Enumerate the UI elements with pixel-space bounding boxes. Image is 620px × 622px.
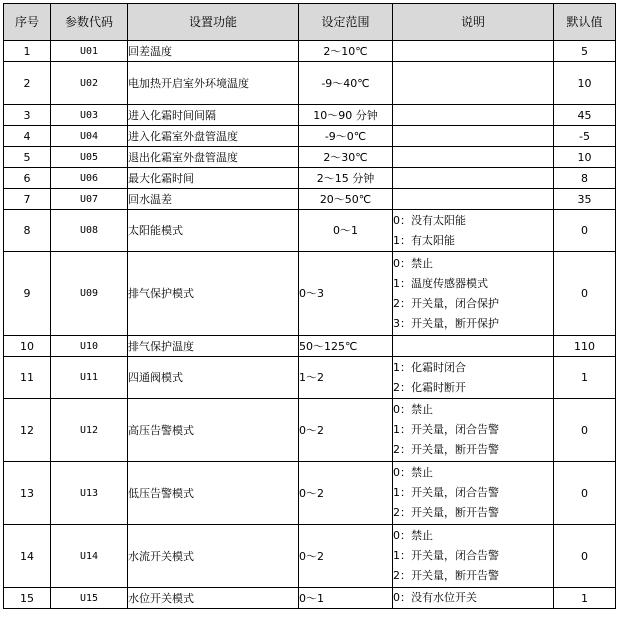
setting-function: 低压告警模式 (128, 462, 299, 525)
description-line: 3：开关量，断开保护 (393, 316, 499, 330)
param-code: U06 (51, 168, 128, 189)
param-code: U12 (51, 399, 128, 462)
row-number: 13 (4, 462, 51, 525)
description-line: 0：没有水位开关 (393, 591, 477, 604)
setting-range: 0～2 (299, 462, 393, 525)
setting-function: 高压告警模式 (128, 399, 299, 462)
setting-range: 0～1 (299, 210, 393, 252)
default-value: 0 (554, 252, 616, 336)
setting-function: 四通阀模式 (128, 357, 299, 399)
default-value: 8 (554, 168, 616, 189)
description-cell (393, 62, 554, 105)
setting-range: 0～1 (299, 588, 393, 609)
description-cell (393, 168, 554, 189)
setting-function: 退出化霜室外盘管温度 (128, 147, 299, 168)
param-code: U02 (51, 62, 128, 105)
setting-range: 2～15 分钟 (299, 168, 393, 189)
param-code: U09 (51, 252, 128, 336)
setting-range: 0～3 (299, 252, 393, 336)
description-line: 1：开关量，闭合告警 (393, 486, 499, 499)
setting-range: 2～10℃ (299, 41, 393, 62)
description-cell (393, 126, 554, 147)
row-number: 11 (4, 357, 51, 399)
setting-range: 50～125℃ (299, 336, 393, 357)
default-value: 0 (554, 210, 616, 252)
default-value: 1 (554, 357, 616, 399)
description-line: 1：开关量，闭合告警 (393, 549, 499, 562)
param-code: U11 (51, 357, 128, 399)
row-number: 4 (4, 126, 51, 147)
table-row (4, 210, 616, 252)
table-row (4, 462, 616, 525)
description-line: 2：开关量，断开告警 (393, 569, 499, 582)
default-value: 35 (554, 189, 616, 210)
default-value: 1 (554, 588, 616, 609)
default-value: 45 (554, 105, 616, 126)
setting-function: 电加热开启室外环境温度 (128, 62, 299, 105)
setting-range: 1～2 (299, 357, 393, 399)
param-code: U05 (51, 147, 128, 168)
description-line: 2：开关量，闭合保护 (393, 296, 499, 310)
description-cell (393, 189, 554, 210)
description-line: 2：化霜时断开 (393, 380, 466, 394)
parameter-table (3, 3, 616, 609)
setting-range: 20～50℃ (299, 189, 393, 210)
description-cell (393, 525, 554, 588)
header-function: 设置功能 (128, 4, 299, 41)
description-line: 2：开关量，断开告警 (393, 443, 499, 456)
table-row (4, 147, 616, 168)
row-number: 1 (4, 41, 51, 62)
setting-range: 0～2 (299, 399, 393, 462)
table-row (4, 357, 616, 399)
description-cell (393, 252, 554, 336)
param-code: U14 (51, 525, 128, 588)
param-code: U15 (51, 588, 128, 609)
description-cell (393, 462, 554, 525)
param-code: U04 (51, 126, 128, 147)
row-number: 9 (4, 252, 51, 336)
description-cell (393, 147, 554, 168)
row-number: 15 (4, 588, 51, 609)
description-line: 1：化霜时闭合 (393, 360, 466, 374)
table-row (4, 252, 616, 336)
default-value: 0 (554, 399, 616, 462)
row-number: 12 (4, 399, 51, 462)
setting-function: 进入化霜时间间隔 (128, 105, 299, 126)
description-cell (393, 588, 554, 609)
default-value: 0 (554, 525, 616, 588)
table-row (4, 525, 616, 588)
row-number: 10 (4, 336, 51, 357)
description-cell (393, 399, 554, 462)
setting-function: 排气保护模式 (128, 252, 299, 336)
description-line: 0：禁止 (393, 466, 433, 479)
description-cell (393, 357, 554, 399)
description-cell (393, 336, 554, 357)
setting-function: 回水温差 (128, 189, 299, 210)
setting-range: -9～40℃ (299, 62, 393, 105)
row-number: 3 (4, 105, 51, 126)
header-description: 说明 (393, 4, 554, 41)
default-value: 10 (554, 62, 616, 105)
table-body (4, 41, 616, 609)
setting-range: -9～0℃ (299, 126, 393, 147)
table-row (4, 336, 616, 357)
table-row (4, 588, 616, 609)
row-number: 8 (4, 210, 51, 252)
header-default: 默认值 (554, 4, 616, 41)
description-cell (393, 105, 554, 126)
header-code: 参数代码 (51, 4, 128, 41)
setting-range: 0～2 (299, 525, 393, 588)
description-line: 1：开关量，闭合告警 (393, 423, 499, 436)
setting-range: 10～90 分钟 (299, 105, 393, 126)
param-code: U03 (51, 105, 128, 126)
setting-function: 进入化霜室外盘管温度 (128, 126, 299, 147)
table-row (4, 399, 616, 462)
table-row (4, 62, 616, 105)
setting-function: 排气保护温度 (128, 336, 299, 357)
table-row (4, 189, 616, 210)
description-line: 2：开关量，断开告警 (393, 506, 499, 519)
default-value: 5 (554, 41, 616, 62)
header-row (4, 4, 616, 41)
row-number: 6 (4, 168, 51, 189)
description-line: 0：禁止 (393, 529, 433, 542)
table-row (4, 105, 616, 126)
setting-range: 2～30℃ (299, 147, 393, 168)
table-row (4, 41, 616, 62)
param-code: U07 (51, 189, 128, 210)
setting-function: 水流开关模式 (128, 525, 299, 588)
setting-function: 太阳能模式 (128, 210, 299, 252)
setting-function: 回差温度 (128, 41, 299, 62)
description-line: 1：有太阳能 (393, 233, 455, 247)
description-cell (393, 210, 554, 252)
table-row (4, 168, 616, 189)
row-number: 14 (4, 525, 51, 588)
param-code: U01 (51, 41, 128, 62)
description-line: 1：温度传感器模式 (393, 276, 488, 290)
setting-function: 水位开关模式 (128, 588, 299, 609)
default-value: 0 (554, 462, 616, 525)
default-value: 10 (554, 147, 616, 168)
row-number: 2 (4, 62, 51, 105)
param-code: U10 (51, 336, 128, 357)
description-line: 0：禁止 (393, 256, 433, 270)
setting-function: 最大化霜时间 (128, 168, 299, 189)
row-number: 7 (4, 189, 51, 210)
param-code: U13 (51, 462, 128, 525)
header-range: 设定范围 (299, 4, 393, 41)
header-no: 序号 (4, 4, 51, 41)
row-number: 5 (4, 147, 51, 168)
default-value: 110 (554, 336, 616, 357)
default-value: -5 (554, 126, 616, 147)
description-cell (393, 41, 554, 62)
param-code: U08 (51, 210, 128, 252)
table-row (4, 126, 616, 147)
description-line: 0：没有太阳能 (393, 213, 466, 227)
description-line: 0：禁止 (393, 403, 433, 416)
